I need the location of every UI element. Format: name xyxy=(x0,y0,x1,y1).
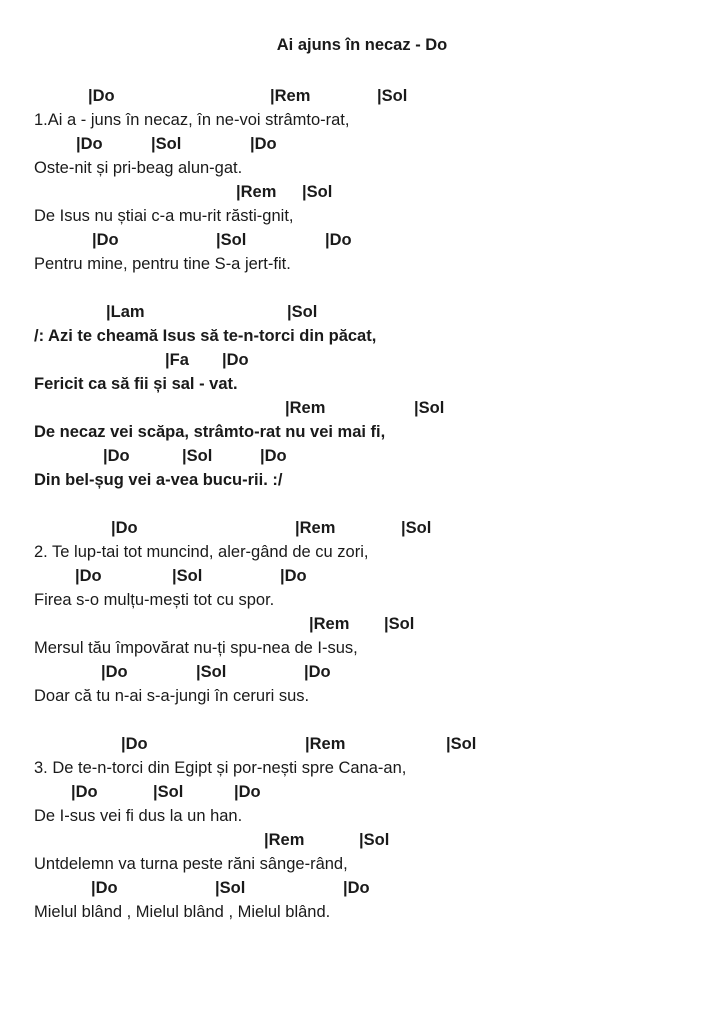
chord: |Do xyxy=(234,783,261,801)
chord: |Sol xyxy=(287,303,318,321)
chorus-line: De necaz vei scăpa, strâmto-rat nu vei mai fi, xyxy=(34,423,386,441)
chord: |Rem xyxy=(270,87,311,105)
chord: |Do xyxy=(76,135,103,153)
lyric-line: Pentru mine, pentru tine S-a jert-fit. xyxy=(34,255,291,273)
lyric-line: 2. Te lup-tai tot muncind, aler-gând de cu zori, xyxy=(34,543,369,561)
chord: |Do xyxy=(250,135,277,153)
chord: |Lam xyxy=(106,303,145,321)
chord: |Do xyxy=(101,663,128,681)
chord: |Do xyxy=(92,231,119,249)
chord: |Sol xyxy=(414,399,445,417)
chord: |Sol xyxy=(216,231,247,249)
chord: |Sol xyxy=(182,447,213,465)
song-title: Ai ajuns în necaz - Do xyxy=(276,36,448,54)
chord: |Sol xyxy=(377,87,408,105)
chord: |Sol xyxy=(401,519,432,537)
chord: |Sol xyxy=(384,615,415,633)
lyric-line: De Isus nu știai c-a mu-rit răsti-gnit, xyxy=(34,207,294,225)
chorus-line: Fericit ca să fii și sal - vat. xyxy=(34,375,238,393)
chord: |Do xyxy=(75,567,102,585)
chord: |Do xyxy=(91,879,118,897)
chord: |Rem xyxy=(285,399,326,417)
lyric-line: Untdelemn va turna peste răni sânge-rând, xyxy=(34,855,348,873)
chord: |Sol xyxy=(446,735,477,753)
chord: |Rem xyxy=(295,519,336,537)
lyric-line: Oste-nit și pri-beag alun-gat. xyxy=(34,159,243,177)
chord: |Do xyxy=(121,735,148,753)
chord: |Do xyxy=(71,783,98,801)
chord: |Fa xyxy=(165,351,189,369)
chord: |Sol xyxy=(172,567,203,585)
chord: |Rem xyxy=(236,183,277,201)
lyric-line: Doar că tu n-ai s-a-jungi în ceruri sus. xyxy=(34,687,310,705)
chord: |Do xyxy=(222,351,249,369)
chord: |Sol xyxy=(151,135,182,153)
chord: |Do xyxy=(88,87,115,105)
lyric-line: De I-sus vei fi dus la un han. xyxy=(34,807,243,825)
chord: |Do xyxy=(343,879,370,897)
chord: |Do xyxy=(111,519,138,537)
chord: |Sol xyxy=(302,183,333,201)
lyric-line: 1.Ai a - juns în necaz, în ne-voi strâmto-rat, xyxy=(34,111,350,129)
chord: |Sol xyxy=(196,663,227,681)
lyric-line: 3. De te-n-torci din Egipt și por-nești spre Cana-an, xyxy=(34,759,407,777)
chord: |Do xyxy=(280,567,307,585)
chord: |Do xyxy=(304,663,331,681)
chorus-line: /: Azi te cheamă Isus să te-n-torci din păcat, xyxy=(34,327,377,345)
chord: |Do xyxy=(103,447,130,465)
chord: |Sol xyxy=(215,879,246,897)
chorus-line: Din bel-șug vei a-vea bucu-rii. :/ xyxy=(34,471,283,489)
chord: |Sol xyxy=(359,831,390,849)
lyric-line: Firea s-o mulțu-mești tot cu spor. xyxy=(34,591,275,609)
chord: |Sol xyxy=(153,783,184,801)
chord: |Do xyxy=(325,231,352,249)
chord: |Do xyxy=(260,447,287,465)
chord: |Rem xyxy=(264,831,305,849)
chord: |Rem xyxy=(309,615,350,633)
lyric-line: Mersul tău împovărat nu-ți spu-nea de I-sus, xyxy=(34,639,358,657)
chord: |Rem xyxy=(305,735,346,753)
lyric-line: Mielul blând , Mielul blând , Mielul blând. xyxy=(34,903,331,921)
